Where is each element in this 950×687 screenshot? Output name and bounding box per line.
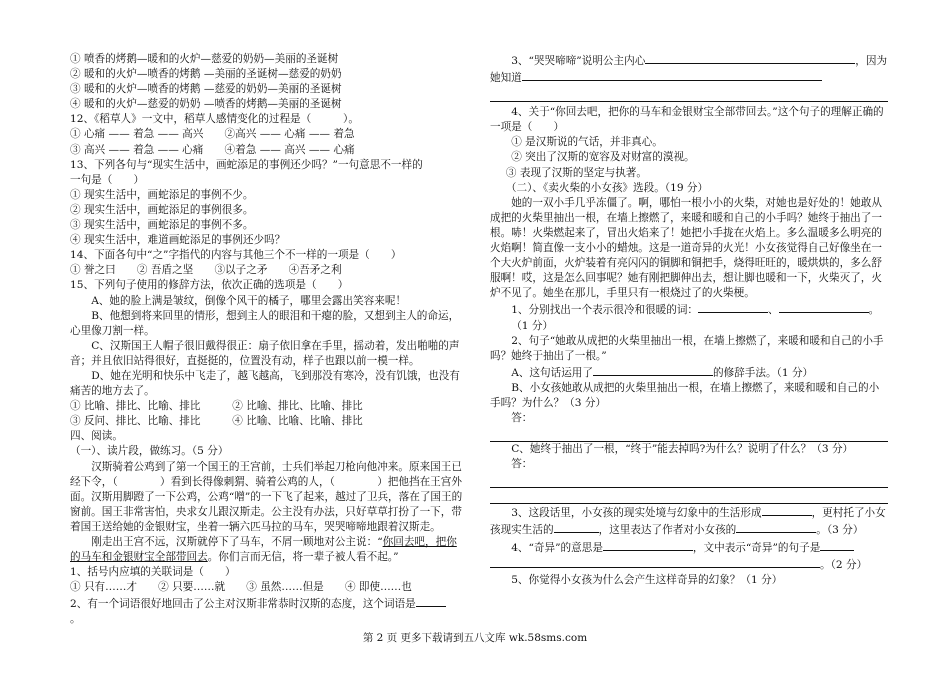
answer-line[interactable] — [490, 488, 888, 504]
option-line: ③ 高兴 —— 着急 —— 心痛 ④着急 —— 高兴 —— 心痛 — [70, 143, 355, 156]
sentence-d: D、她在光明和快乐中飞走了，越飞越高，飞到那没有寒冷，没有饥饿，也没有痛苦的地方去了。 — [70, 369, 460, 398]
answer-blank[interactable] — [490, 556, 820, 568]
answer-blank[interactable] — [522, 69, 822, 81]
reading-passage: 汉斯骑着公鸡到了第一个国王的王宫前，士兵们举起刀枪向他冲来。原来国王已经下令，（ ）看到长得像刺猬、骑着公鸡的人，（ ）把他挡在王宫外面。汉斯用脚蹬了一下公鸡，公鸡“噌”的一下飞了起来，越过了卫兵，落在了国王的窗前。国王非常害怕，央求女儿跟汉斯走。公主没有办法，只好草草打扮了一下，带着国王送给她的金银财宝，坐着一辆六匹马拉的马车，哭哭啼啼地跟着汉斯走。 — [70, 460, 463, 533]
section-subheading: （一）、读片段，做练习。（5 分） — [70, 445, 229, 458]
question-r2: 2、句子“她敢从成把的火柴里抽出一根，在墙上擦燃了，来暖和暖和自己的小手吗？她终于抽出了一根。” — [490, 334, 884, 362]
answer-blank[interactable] — [416, 595, 446, 607]
underlined-sentence: 你回去吧，把你的马车和金银财宝全部带回去 — [70, 536, 457, 564]
answer-blank[interactable] — [820, 539, 854, 551]
option-line: ④ 暖和的火炉—慈爱的奶奶 —喷香的烤鹅—美丽的圣诞树 — [70, 98, 342, 111]
answer-blank[interactable] — [645, 52, 855, 64]
question-2: 2、有一个词语很好地回击了公主对汉斯非常恭时汉斯的态度，这个词语是 。 — [70, 595, 465, 627]
answer-line[interactable] — [490, 472, 888, 488]
question-r2b: B、小女孩她敢从成把的火柴里抽出一根，在墙上擦燃了，来暖和暖和自己的小手吗？为什么？（3 分） — [490, 381, 880, 409]
page-footer: 第 2 页 更多下载请到五八文库 wk.58sms.com — [362, 632, 588, 644]
question-r2a: A、这句话运用了 的修辞手法。（1 分） — [490, 364, 888, 381]
question-r2c: C、她终于抽出了一根，“终于”能去掉吗?为什么？说明了什么？（3 分） — [511, 443, 854, 456]
question-3: 3、“哭哭啼啼”说明公主内心 ，因为她知道 — [490, 52, 888, 86]
question-r3: 3、这段话里，小女孩的现实处境与幻象中的生活形成 ，更村托了小女孩现实生活的 ，这里表达了作者对小女孩的 。（3 分） — [490, 504, 888, 538]
sentence-c: C、汉斯国王人帽子很旧戴得很正：扇子依旧拿在手里，摇动着，发出啪啪的声音；并且依旧站得很好，直挺挺的，位置没有动，样子也跟以前一模一样。 — [70, 339, 460, 367]
question-13-cont: 一句是（ ） — [70, 173, 145, 186]
answer-blank[interactable] — [554, 521, 599, 533]
question-r1: 1、分别找出一个表示很冷和很暖的词： 、 。（1 分） — [490, 301, 888, 333]
question-r4: 4、“奇异”的意思是 ，文中表示“奇异”的句子是。（2 分） — [490, 539, 888, 573]
answer-blank[interactable] — [736, 521, 816, 533]
option-line: ③ 暖和的火炉—喷香的烤鹅 —慈爱的奶奶—美丽的圣诞树 — [70, 83, 342, 96]
option-line: ④ 现实生活中，难道画蛇添足的事例还少吗？ — [70, 234, 286, 247]
question-12: 12、《稻草人》一文中，稻草人感情变化的过程是（ ）。 — [70, 113, 359, 126]
question-1-options: ① 只有……才 ② 只要……就 ③ 虽然……但是 ④ 即使……也 — [70, 581, 412, 594]
answer-blank[interactable] — [603, 539, 693, 551]
reading-passage-2: 刚走出王宫不远，汉斯就停下了马车，不屑一顾地对公主说：“你回去吧，把你的马车和金银财宝全部带回去。你们言而无信，将一辈子被人看不起。” — [70, 536, 457, 564]
section-heading: 四、阅读。 — [70, 430, 123, 443]
option-line: ② 暖和的火炉—喷香的烤鹅 —美丽的圣诞树—慈爱的奶奶 — [70, 68, 342, 81]
option-line: ③ 反问、排比、比喻、排比 ④ 比喻、比喻、比喻、排比 — [70, 415, 363, 428]
option-line: ② 现实生活中，画蛇添足的事例很多。 — [70, 203, 254, 216]
sentence-a: A、她的脸上满是皱纹，倒像个风干的橘子，哪里会露出笑容来呢！ — [91, 294, 407, 307]
question-13: 13、下列各句与“现实生活中，画蛇添足的事例还少吗？”一句意思不一样的 — [70, 158, 423, 171]
left-column — [70, 52, 465, 628]
option-line: ① 誉之曰 ② 吾盾之坚 ③以子之矛 ④吾矛之利 — [70, 264, 342, 277]
option-line: ① 喷香的烤鹅—暖和的火炉—慈爱的奶奶—美丽的圣诞树 — [70, 53, 339, 65]
option-line: ① 比喻、排比、比喻、排比 ② 比喻、排比、比喻、排比 — [70, 400, 363, 413]
answer-blank[interactable] — [698, 301, 768, 313]
question-4: 4、关于“你回去吧，把你的马车和金银财宝全部带回去。”这个句子的理解正确的一项是（ ） — [490, 106, 884, 134]
answer-blank[interactable] — [779, 301, 869, 313]
question-1: 1、括号内应填的关联词是（ ） — [70, 566, 236, 579]
answer-line[interactable] — [490, 86, 888, 102]
option-line: ① 心痛 —— 着急 —— 高兴 ②高兴 —— 心痛 —— 着急 — [70, 128, 355, 141]
option-line: ① 现实生活中，画蛇添足的事例不少。 — [70, 188, 254, 201]
answer-blank[interactable] — [593, 364, 713, 376]
option-line: ② 突出了汉斯的宽容及对财富的漠视。 — [511, 151, 695, 164]
option-line: ③ 表现了汉斯的坚定与执著。 — [505, 166, 647, 179]
right-column — [490, 52, 888, 588]
option-line: ③ 现实生活中，画蛇添足的事例不多。 — [70, 219, 254, 232]
question-r5: 5、你觉得小女孩为什么会产生这样奇异的幻象？（1 分） — [511, 573, 783, 586]
reading-passage: 她的一双小手几乎冻僵了。啊，哪怕一根小小的火柴，对她也是好处的！她敢从成把的火柴里抽出一根，在墙上擦燃了，来暖和暖和自己的小手吗？她终于抽出了一根。哧！火柴燃起来了，冒出火焰来了！她把小手拢在火焰上。多么温暖多么明亮的火焰啊！简直像一支小小的蜡烛。这是一道奇异的火光！小女孩觉得自己好像坐在一个大火炉前面，火炉装着有亮闪闪的铜脚和铜把手，烧得旺旺的，暖烘烘的，多么舒服啊！哎，这是怎么回事呢？她有刚把脚伸出去，想让脚也暖和一下，火柴灭了，火炉不见了。她坐在那儿，手里只有一根烧过了的火柴梗。 — [490, 196, 882, 300]
answer-label: 答： — [511, 458, 533, 471]
question-14: 14、下面各句中“之”字指代的内容与其他三个不一样的一项是（ ） — [70, 249, 402, 262]
sentence-b: B、他想到将来回里的情形，想到主人的眼泪和干瘪的脸，又想到主人的命运，心里像刀割一样。 — [70, 309, 460, 337]
answer-label: 答： — [511, 412, 533, 425]
answer-line[interactable] — [490, 426, 888, 442]
answer-blank[interactable] — [762, 504, 812, 516]
section-heading: （二）、《卖火柴的小女孩》选段。（19 分） — [505, 181, 709, 194]
option-line: ① 是汉斯说的气话，并非真心。 — [511, 136, 663, 149]
question-15: 15、下列句子使用的修辞方法，依次正确的选项是（ ） — [70, 279, 349, 292]
